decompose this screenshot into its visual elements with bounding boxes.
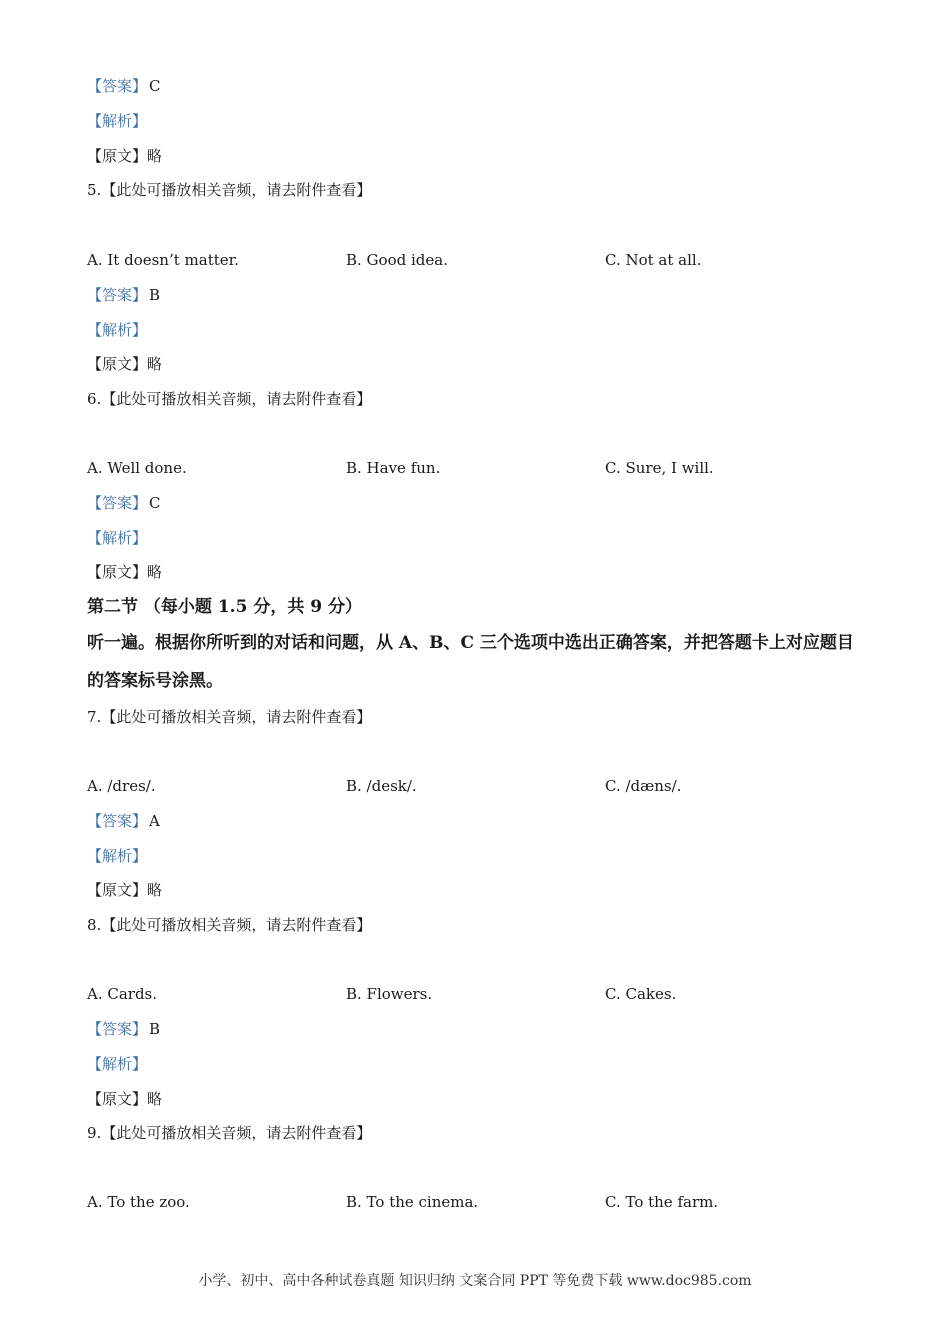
- option-c: C. /dæns/.: [605, 777, 682, 795]
- original-line: [87, 562, 162, 582]
- original-line: [87, 880, 162, 900]
- answer-value: B: [149, 286, 161, 304]
- question-number: 9.: [87, 1124, 102, 1142]
- option-c: C. To the farm.: [605, 1193, 719, 1211]
- audio-note: 【此处可播放相关音频，请去附件查看】: [101, 390, 372, 408]
- option-b: B. Good idea.: [346, 251, 448, 269]
- option-c: C. Cakes.: [605, 985, 677, 1003]
- question-number: 6.: [87, 390, 102, 408]
- section-title: 第二节 （每小题 1.5 分，共 9 分）: [87, 597, 362, 617]
- original-line: [87, 146, 162, 166]
- answer-line: [87, 811, 160, 831]
- analysis-line: [87, 320, 147, 340]
- audio-note: 【此处可播放相关音频，请去附件查看】: [101, 708, 372, 726]
- analysis-label: 【解析】: [87, 321, 148, 339]
- question-number: 7.: [87, 708, 102, 726]
- option-a: A. /dres/.: [87, 777, 156, 795]
- option-b: B. /desk/.: [346, 777, 417, 795]
- analysis-line: [87, 846, 147, 866]
- analysis-line: [87, 1054, 147, 1074]
- original-label: 【原文】: [87, 563, 148, 581]
- analysis-label: 【解析】: [87, 1055, 148, 1073]
- question-5: [87, 180, 371, 200]
- option-a: A. Cards.: [87, 985, 158, 1003]
- question-8: [87, 915, 371, 935]
- analysis-label: 【解析】: [87, 112, 148, 130]
- answer-label: 【答案】: [87, 494, 148, 512]
- question-number: 5.: [87, 181, 102, 199]
- original-line: [87, 354, 162, 374]
- option-a: A. It doesn’t matter.: [87, 251, 239, 269]
- answer-line: [87, 76, 161, 96]
- option-b: B. Flowers.: [346, 985, 433, 1003]
- analysis-label: 【解析】: [87, 847, 148, 865]
- question-7: [87, 707, 371, 727]
- question-6: [87, 389, 371, 409]
- option-a: A. Well done.: [87, 459, 187, 477]
- analysis-line: [87, 528, 147, 548]
- original-value: 略: [147, 1090, 163, 1108]
- original-line: [87, 1089, 162, 1109]
- question-9: [87, 1123, 371, 1143]
- analysis-label: 【解析】: [87, 529, 148, 547]
- analysis-line: [87, 111, 147, 131]
- original-value: 略: [147, 881, 163, 899]
- option-b: B. To the cinema.: [346, 1193, 479, 1211]
- option-c: C. Not at all.: [605, 251, 702, 269]
- answer-value: B: [149, 1020, 161, 1038]
- original-value: 略: [147, 563, 163, 581]
- original-value: 略: [147, 147, 163, 165]
- answer-value: A: [149, 812, 160, 830]
- section-instruction: 听一遍。根据你所听到的对话和问题，从 A、B、C 三个选项中选出正确答案，并把答题卡上对应题目的答案标号涂黑。: [87, 633, 854, 691]
- answer-line: [87, 1019, 160, 1039]
- answer-line: [87, 285, 160, 305]
- answer-label: 【答案】: [87, 812, 148, 830]
- audio-note: 【此处可播放相关音频，请去附件查看】: [101, 916, 372, 934]
- original-label: 【原文】: [87, 147, 148, 165]
- original-label: 【原文】: [87, 355, 148, 373]
- answer-label: 【答案】: [87, 1020, 148, 1038]
- answer-value: C: [149, 494, 161, 512]
- answer-label: 【答案】: [87, 286, 148, 304]
- option-b: B. Have fun.: [346, 459, 441, 477]
- original-label: 【原文】: [87, 1090, 148, 1108]
- original-label: 【原文】: [87, 881, 148, 899]
- option-a: A. To the zoo.: [87, 1193, 190, 1211]
- page-footer: 小学、初中、高中各种试卷真题 知识归纳 文案合同 PPT 等免费下载 www.doc985.com: [198, 1273, 752, 1289]
- answer-value: C: [149, 77, 161, 95]
- answer-label: 【答案】: [87, 77, 148, 95]
- audio-note: 【此处可播放相关音频，请去附件查看】: [101, 1124, 372, 1142]
- answer-line: [87, 493, 161, 513]
- original-value: 略: [147, 355, 163, 373]
- question-number: 8.: [87, 916, 102, 934]
- option-c: C. Sure, I will.: [605, 459, 714, 477]
- audio-note: 【此处可播放相关音频，请去附件查看】: [101, 181, 372, 199]
